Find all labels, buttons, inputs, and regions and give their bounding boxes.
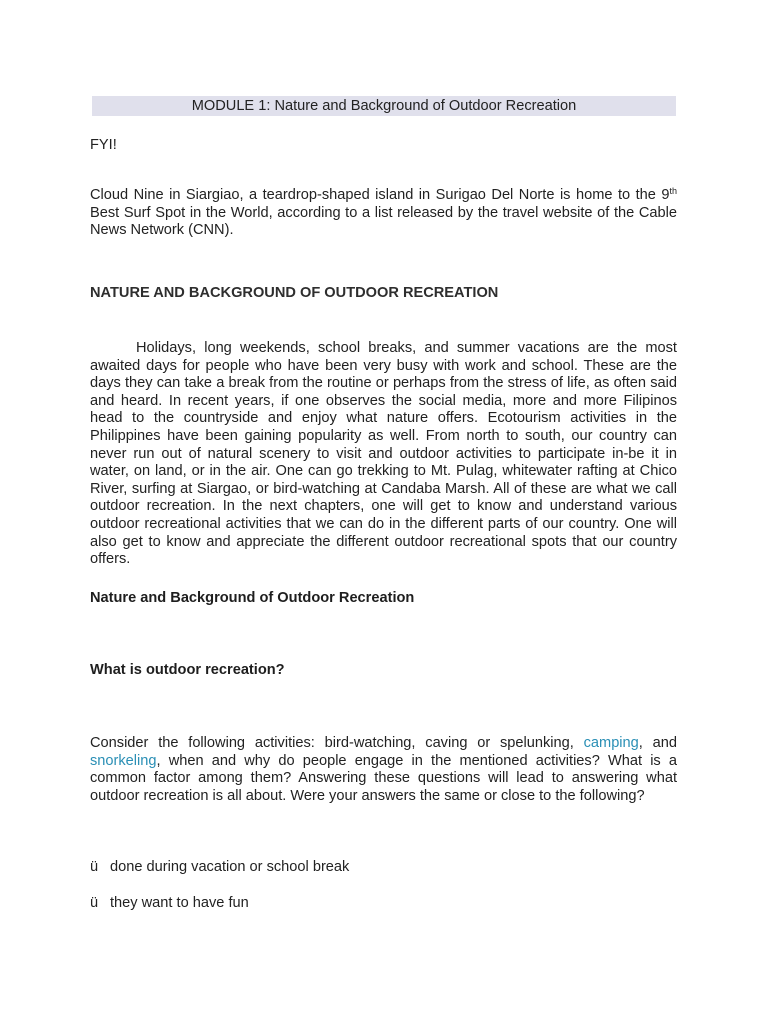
check-icon: ü — [90, 895, 99, 911]
module-title-bar — [92, 96, 676, 116]
subheading: Nature and Background of Outdoor Recreation — [90, 590, 415, 606]
body-paragraph: Holidays, long weekends, school breaks, and summer vacations are the most awaited days for people who have been very busy with work and school. These are the days they can take a break from the routine or perhaps from the stress of life, as often said and heard. In recent years, if one observes the social media, more and more Filipinos head to the countryside and enjoy what nature offers. Ecotourism activities in the Philippines have been gaining popularity as well. From north to south, our country can never run out of natural scenery to visit and outdoor activities to participate in-be it in water, on land, or in the air. One can go trekking to Mt. Pulag, whitewater rafting at Chico River, surfing at Siargao, or bird-watching at Candaba Marsh. All of these are what we call outdoor recreation. In the next chapters, one will get to know and understand various outdoor recreational activities that we can do in the different parts of our country. One will also get to know and appreciate the different outdoor recreational spots that our country offers. — [90, 340, 677, 568]
consider-text-1: Consider the following activities: bird-watching, caving or spelunking, — [90, 735, 584, 751]
module-title: MODULE 1: Nature and Background of Outdoor Recreation — [191, 98, 577, 114]
intro-text-end: Best Surf Spot in the World, according to a list released by the travel website of the Cable News Network (CNN). — [90, 204, 677, 239]
consider-text-2: , and — [638, 735, 677, 751]
question-heading: What is outdoor recreation? — [90, 662, 285, 678]
checklist-item-text: they want to have fun — [110, 895, 249, 911]
fyi-label: FYI! — [90, 137, 117, 153]
consider-paragraph — [90, 735, 677, 805]
intro-superscript: th — [669, 186, 677, 196]
checklist-item — [90, 859, 677, 877]
intro-paragraph — [90, 187, 677, 240]
section-heading: NATURE AND BACKGROUND OF OUTDOOR RECREATION — [90, 285, 499, 301]
consider-text-3: , when and why do people engage in the mentioned activities? What is a common factor among them? Answering these questions will lead to answering what outdoor recreation is all about. Were your answers the same or close to the following? — [90, 752, 677, 804]
intro-text-start: Cloud Nine in Siargiao, a teardrop-shaped island in Surigao Del Norte is home to the 9 — [90, 187, 670, 203]
checklist-item-text: done during vacation or school break — [110, 859, 350, 875]
check-icon: ü — [90, 859, 99, 875]
snorkeling-link[interactable]: snorkeling — [90, 752, 157, 769]
checklist-item — [90, 895, 677, 913]
camping-link[interactable]: camping — [583, 735, 639, 751]
